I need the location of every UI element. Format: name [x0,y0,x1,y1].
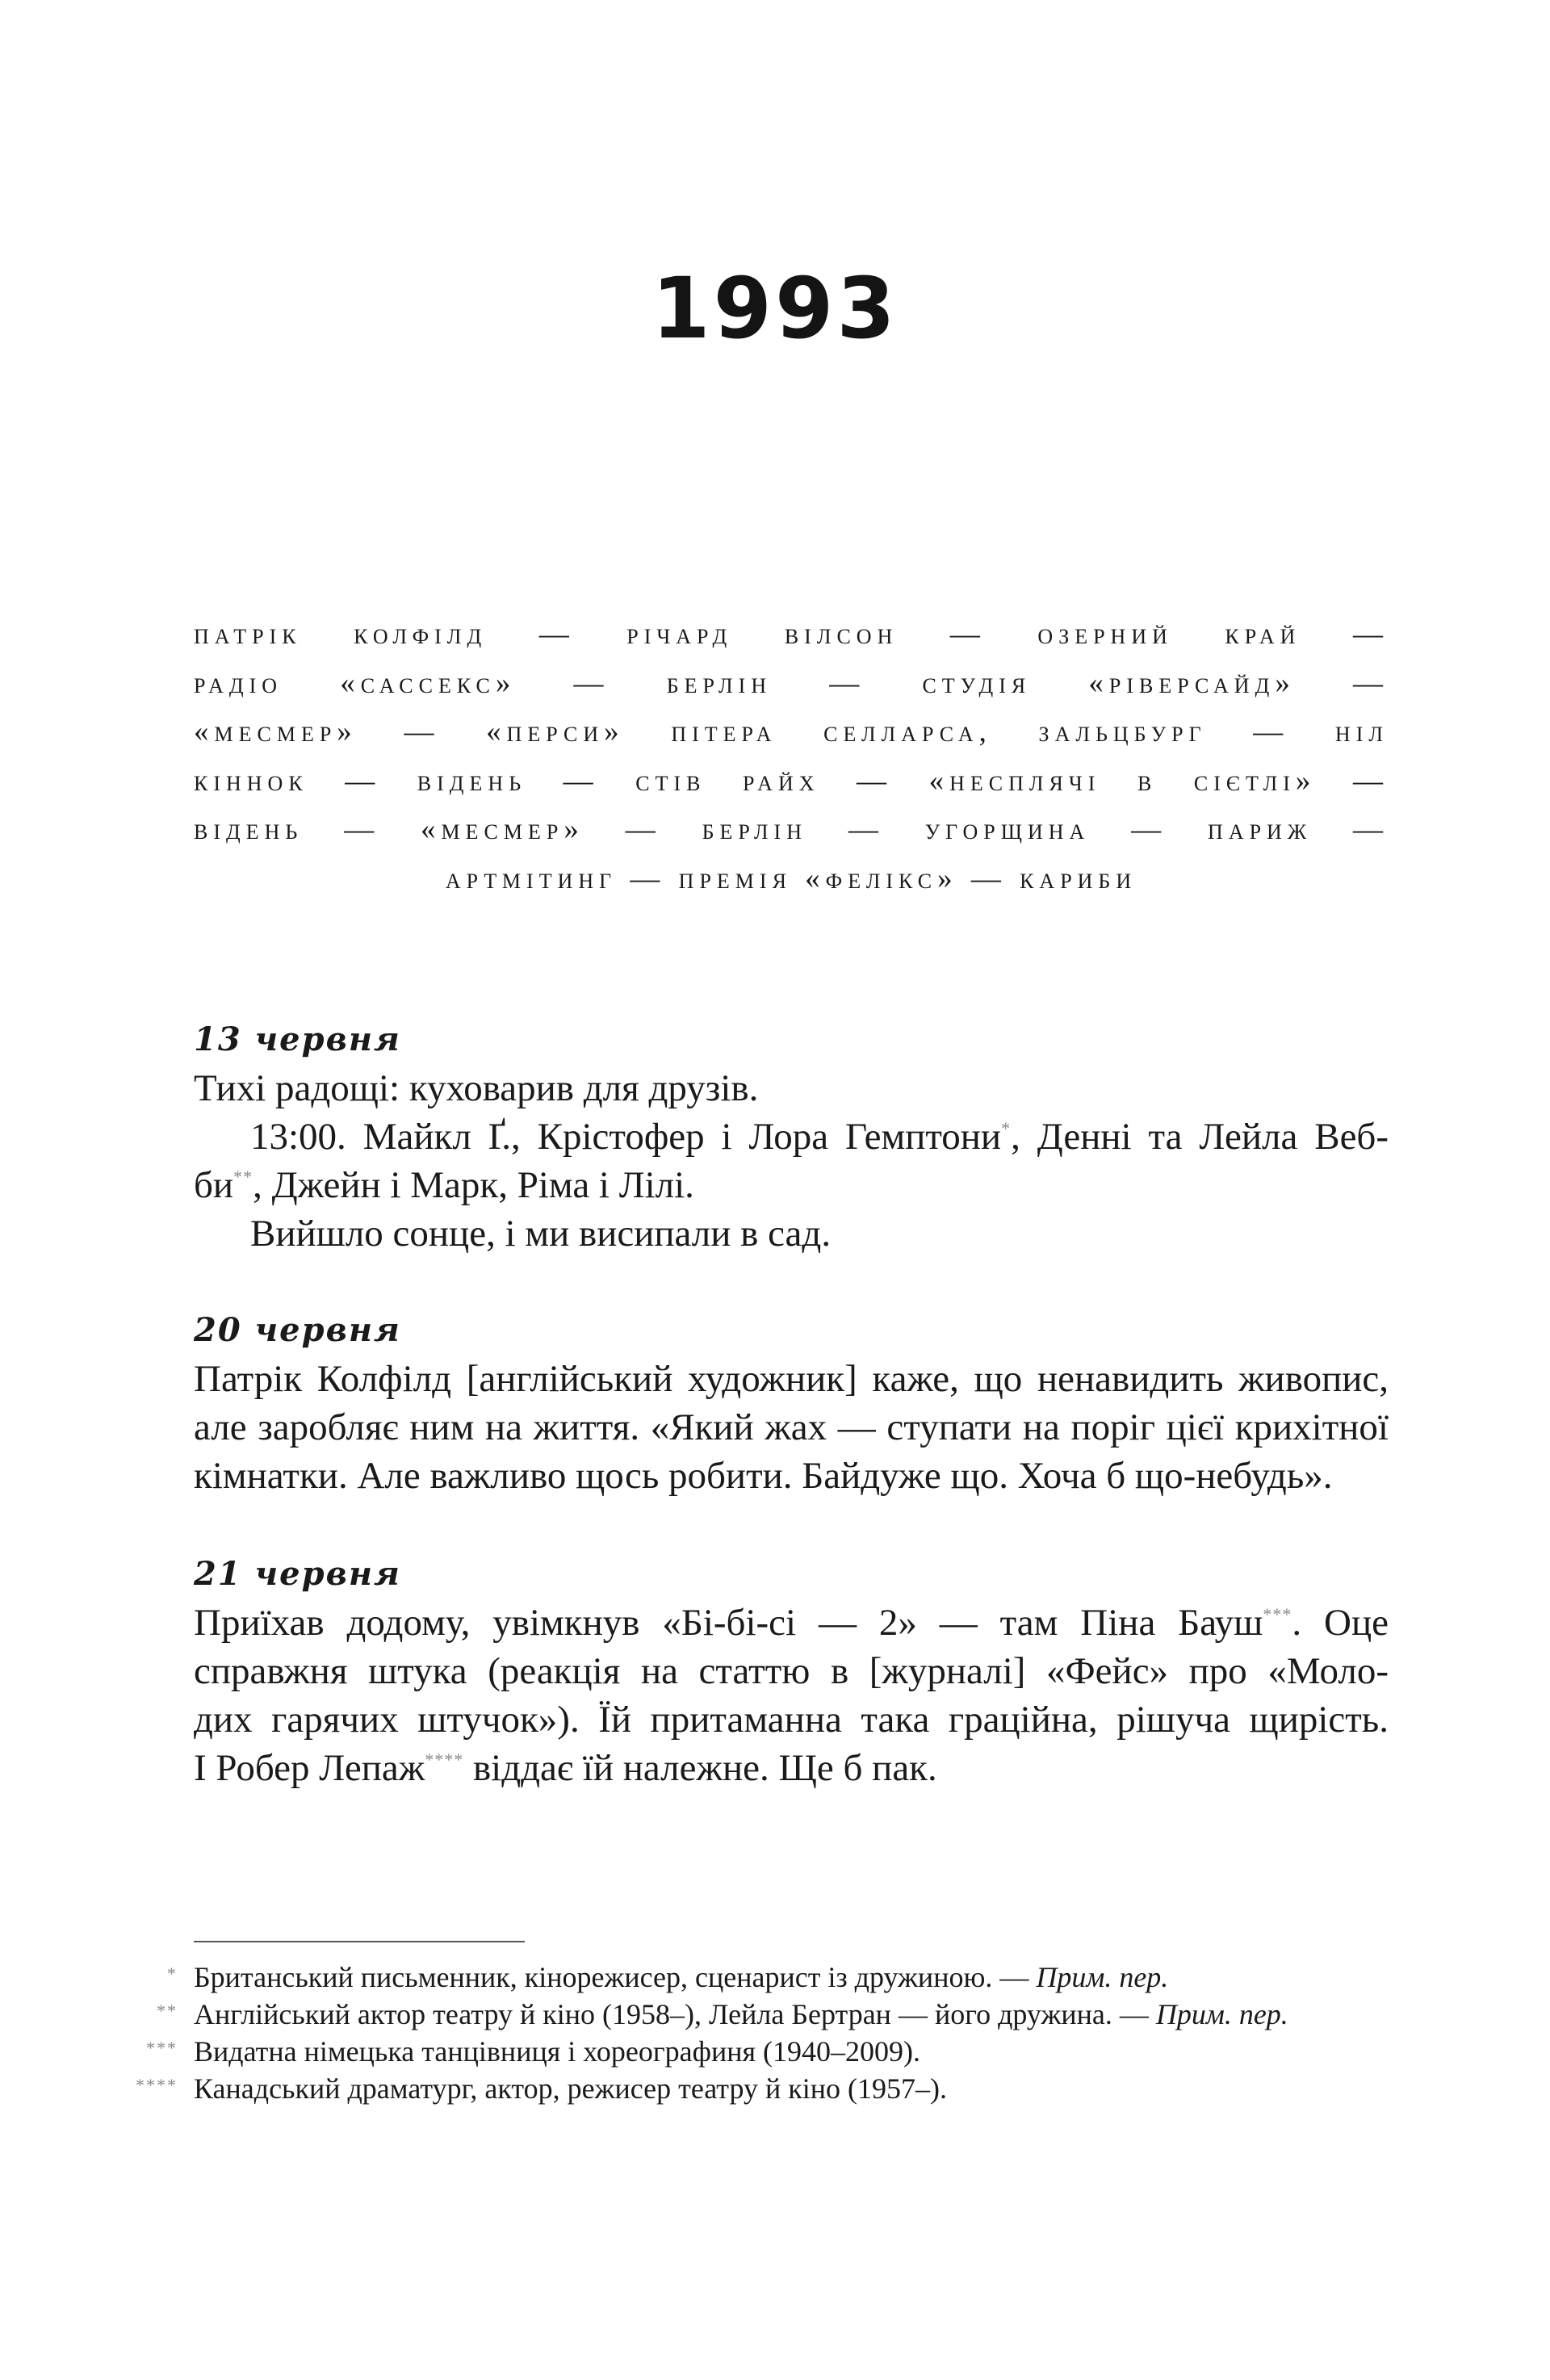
footnote-text [194,2033,920,2070]
translator-note: Прим. пер. [1155,1998,1288,2030]
footnote-text [194,1959,1168,1996]
entry-text: 13:00. Майкл Ґ., Крістофер і Лора Гемптони [250,1116,1002,1158]
entry-paragraph: справжня штука (реакція на статтю в [журналі] «Фейс» про «Моло- [194,1650,1389,1692]
entry-paragraph [194,1161,1389,1209]
footnote-marker: **** [425,1749,464,1770]
contents-line: артмітинг — премія «фелікс» — кариби [445,861,1137,895]
footnote-body: Британський письменник, кінорежисер, сценарист із дружиною. — [194,1961,1037,1993]
entry-paragraph: дих гарячих штучок»). Їй притаманна така граційна, рішуча щирість. [194,1699,1389,1741]
footnote-body: Видатна німецька танцівниця і хореографиня (1940–2009). [194,2035,921,2068]
footnote-row [105,1959,1397,1996]
footnote-marker: ** [233,1167,253,1187]
translator-note: Прим. пер. [1036,1961,1169,1993]
footnote-row [105,1996,1397,2033]
entry-date: 13 червня [194,1020,401,1058]
entry-paragraph [194,1112,1389,1161]
entry-date: 21 червня [194,1555,401,1593]
entry-paragraph [194,1744,1389,1792]
entry-date: 20 червня [194,1311,401,1349]
entry-text: . Оце [1292,1602,1389,1644]
entry-text: Приїхав додому, увімкнув «Бі-бі-сі — 2» — там Піна Бауш [194,1602,1263,1644]
contents-line: радіо «сассекс» — берлін — студія «ріверсайд» — [194,666,1389,700]
entry-paragraph: Вийшло сонце, і ми висипали в сад. [250,1213,832,1255]
contents-line: «месмер» — «перси» пітера селларса, зальцбург — ніл [194,715,1389,748]
entry-paragraph [194,1599,1389,1647]
entry-text: І Робер Лепаж [194,1747,425,1789]
chapter-year-heading: 1993 [651,259,899,358]
contents-line: кіннок — відень — стів райх — «несплячі в сієтлі» — [194,764,1389,798]
footnote-row-marker: * [167,1963,178,1984]
entry-body [194,1064,1389,1258]
footnotes [105,1959,1397,2107]
footnote-marker: * [1001,1118,1012,1138]
entry-text: віддає їй належне. Ще б пак. [463,1747,937,1789]
chapter-contents-summary [194,610,1389,903]
footnote-divider [194,1941,525,1942]
diary-entry [194,1306,1389,1500]
footnote-row [105,2033,1397,2070]
entry-paragraph: але заробляє ним на життя. «Який жах — ступати на поріг цієї крихітної [194,1406,1389,1448]
diary-entry [194,1016,1389,1258]
diary-entry [194,1550,1389,1792]
entry-body [194,1355,1389,1500]
entry-body [194,1599,1389,1792]
footnote-text [194,1996,1288,2033]
footnote-body: Англійський актор театру й кіно (1958–), Лейла Бертран — його дружина. — [194,1998,1156,2030]
footnote-row [105,2070,1397,2107]
entry-text: , Денні та Лейла Веб- [1011,1116,1389,1158]
footnote-text [194,2070,947,2107]
footnote-body: Канадський драматург, актор, режисер театру й кіно (1957–). [194,2072,947,2105]
contents-line: патрік колфілд — річард вілсон — озерний край — [194,618,1389,651]
entry-paragraph: Тихі радощі: куховарив для друзів. [194,1067,759,1109]
footnote-marker: *** [1263,1604,1292,1624]
contents-line: відень — «месмер» — берлін — угорщина — париж — [194,813,1389,846]
entry-paragraph: кімнатки. Але важливо щось робити. Байдуже що. Хоча б що-небудь». [194,1455,1333,1497]
footnote-row-marker: **** [136,2075,178,2095]
entry-text: , Джейн і Марк, Ріма і Лілі. [253,1164,694,1206]
entry-text: би [194,1164,234,1206]
footnote-row-marker: ** [157,2001,178,2021]
footnote-row-marker: *** [146,2038,178,2058]
entry-paragraph: Патрік Колфілд [англійський художник] каже, що ненавидить живопис, [194,1358,1389,1400]
